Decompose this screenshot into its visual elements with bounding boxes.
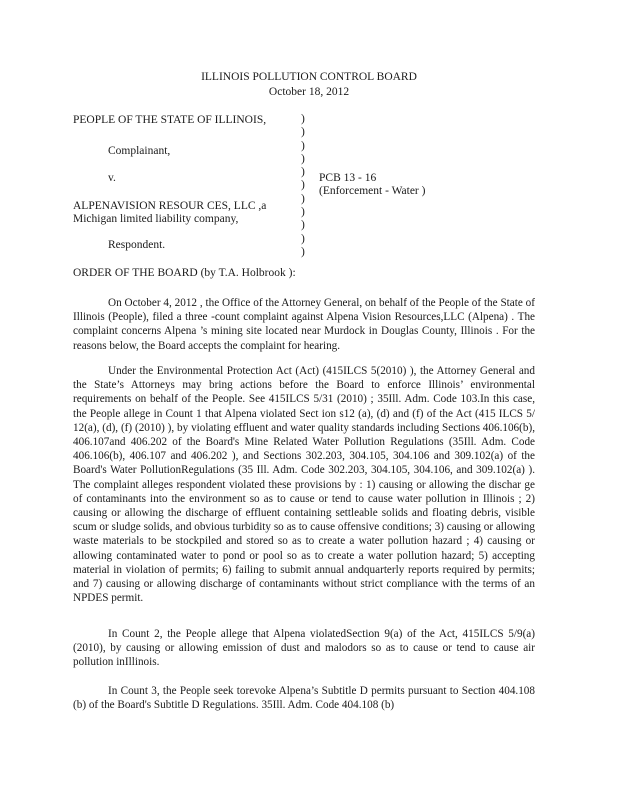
paragraph-4 [73, 684, 535, 712]
caption-defendant-line-1: ALPENAVISION RESOUR CES, LLC ,a [73, 200, 267, 212]
paren: ) [301, 206, 305, 219]
case-type: (Enforcement - Water ) [319, 185, 426, 197]
paragraph-2 [73, 364, 535, 605]
order-date: October 18, 2012 [268, 86, 350, 98]
paren: ) [301, 245, 305, 258]
agency-heading: ILLINOIS POLLUTION CONTROL BOARD [201, 71, 417, 83]
caption-respondent: Respondent. [108, 239, 166, 251]
caption-defendant-line-2: Michigan limited liability company, [73, 213, 239, 225]
paragraph-3 [73, 627, 535, 670]
caption-paren-column [301, 113, 305, 259]
caption-complainant: Complainant, [108, 145, 171, 157]
paragraph-1 [73, 296, 535, 353]
caption-plaintiff: PEOPLE OF THE STATE OF ILLINOIS, [73, 114, 267, 126]
paren: ) [301, 166, 305, 179]
caption-versus: v. [108, 172, 116, 184]
paren: ) [301, 192, 305, 205]
paragraph-text: In Count 2, the People allege that Alpena violatedSection 9(a) of the Act, 415ILCS 5/9(a) (2010), by causing or allowing emission of dust and malodors so as to cause or tend to cause air pollution inIllinois. [73, 628, 535, 669]
order-heading: ORDER OF THE BOARD (by T.A. Holbrook ): [73, 267, 296, 279]
paren: ) [301, 179, 305, 192]
paren: ) [301, 232, 305, 245]
paren: ) [301, 152, 305, 165]
paragraph-text: Under the Environmental Protection Act (Act) (415ILCS 5(2010) ), the Attorney General and the State’s Attorneys may bring actions before the Board to enforce Illinois’ environmental requirements on behalf of the People. See 415ILCS 5/31 (2010) ; 35Ill. Adm. Code 103.In this case, the People allege in Count 1 that Alpena violated Sect ion s12 (a), (d) and (f) of the Act (415 ILCS 5/ 12(a), (d), (f) (2010) ), by violating effluent and water quality standards including Sections 406.106(b), 406.107and 406.202 of the Board's Mine Related Water Pollution Regulations (35Ill. Adm. Code 406.106(b), 406.107 and 406.202 ), and Sections 302.203, 304.105, 304.106 and 309.102(a) of the Board's Water PollutionRegulations (35 Ill. Adm. Code 302.203, 304.105, 304.106, and 309.102(a) ). The complaint alleges respondent violated these provisions by : 1) causing or allowing the dischar ge of contaminants into the environment so as to cause or tend to cause water pollution in Illinois ; 2) causing or allowing the discharge of effluent containing settleable solids and floating debris, visible scum or sludge solids, and obvious turbidity so as to cause offensive conditions; 3) causing or allowing waste materials to be stockpiled and stored so as to create a water pollution hazard ; 4) causing or allowing contaminated water to pond or pool so as to create a water pollution hazard; 5) accepting material in violation of permits; 6) failing to submit annual andquarterly reports required by permits; and 7) causing or allowing discharge of contaminants without strict compliance with the terms of an NPDES permit. [73, 365, 535, 605]
paragraph-text: On October 4, 2012 , the Office of the Attorney General, on behalf of the People of the State of Illinois (People), filed a three -count complaint against Alpena Vision Resources,LLC (Alpena) . The complaint concerns Alpena ’s mining site located near Murdock in Douglas County, Illinois . For the reasons below, the Board accepts the complaint for hearing. [73, 297, 535, 352]
paren: ) [301, 113, 305, 125]
paren: ) [301, 139, 305, 152]
paren: ) [301, 126, 305, 139]
case-number: PCB 13 - 16 [319, 172, 377, 184]
paragraph-text: In Count 3, the People seek torevoke Alpena’s Subtitle D permits pursuant to Section 404.108 (b) of the Board's Subtitle D Regulations. 35Ill. Adm. Code 404.108 (b) [73, 685, 535, 712]
paren: ) [301, 219, 305, 232]
